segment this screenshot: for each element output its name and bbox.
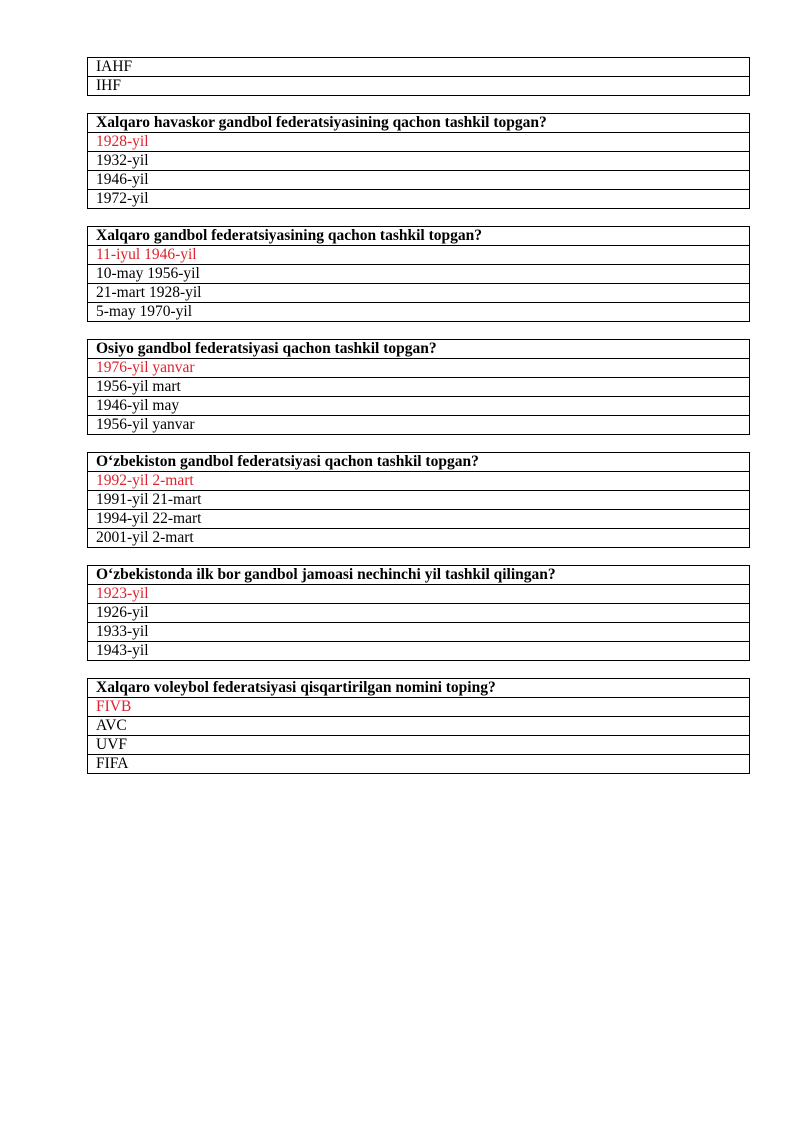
correct-answer-option: FIVB (88, 698, 750, 717)
answer-row (88, 623, 750, 642)
table-spacer (87, 96, 750, 113)
table-spacer (87, 435, 750, 452)
answer-row (88, 359, 750, 378)
answer-option: 1994-yil 22-mart (88, 510, 750, 529)
correct-answer-option: 1992-yil 2-mart (88, 472, 750, 491)
answer-option: 1926-yil (88, 604, 750, 623)
answer-option: 1932-yil (88, 152, 750, 171)
question-text: O‘zbekiston gandbol federatsiyasi qachon tashkil topgan? (88, 453, 750, 472)
question-table (87, 452, 750, 548)
question-text: O‘zbekistonda ilk bor gandbol jamoasi nechinchi yil tashkil qilingan? (88, 566, 750, 585)
answer-row (88, 416, 750, 435)
answer-option: AVC (88, 717, 750, 736)
question-text: Xalqaro havaskor gandbol federatsiyasining qachon tashkil topgan? (88, 114, 750, 133)
answer-option: IHF (88, 77, 750, 96)
question-row (88, 566, 750, 585)
answer-option: 1972-yil (88, 190, 750, 209)
answer-option: 1946-yil (88, 171, 750, 190)
answer-option: 1933-yil (88, 623, 750, 642)
answer-row (88, 171, 750, 190)
answer-row (88, 303, 750, 322)
answer-row (88, 152, 750, 171)
answer-row (88, 190, 750, 209)
question-text: Xalqaro voleybol federatsiyasi qisqartirilgan nomini toping? (88, 679, 750, 698)
answer-option: 21-mart 1928-yil (88, 284, 750, 303)
answer-row (88, 378, 750, 397)
answer-row (88, 698, 750, 717)
answer-row (88, 77, 750, 96)
answer-option: 10-may 1956-yil (88, 265, 750, 284)
question-table (87, 339, 750, 435)
answer-option: 1991-yil 21-mart (88, 491, 750, 510)
answer-option: 1956-yil mart (88, 378, 750, 397)
correct-answer-option: 11-iyul 1946-yil (88, 246, 750, 265)
answer-option: FIFA (88, 755, 750, 774)
table-spacer (87, 661, 750, 678)
answer-option: 1956-yil yanvar (88, 416, 750, 435)
table-spacer (87, 209, 750, 226)
question-text: Osiyo gandbol federatsiyasi qachon tashkil topgan? (88, 340, 750, 359)
answer-row (88, 510, 750, 529)
answer-row (88, 491, 750, 510)
answer-row (88, 284, 750, 303)
answer-option: IAHF (88, 58, 750, 77)
question-table (87, 113, 750, 209)
partial-question-table (87, 57, 750, 96)
question-row (88, 453, 750, 472)
quiz-page (87, 57, 750, 774)
answer-option: 1943-yil (88, 642, 750, 661)
answer-row (88, 58, 750, 77)
answer-row (88, 717, 750, 736)
question-text: Xalqaro gandbol federatsiyasining qachon tashkil topgan? (88, 227, 750, 246)
question-row (88, 340, 750, 359)
correct-answer-option: 1976-yil yanvar (88, 359, 750, 378)
answer-row (88, 265, 750, 284)
answer-row (88, 642, 750, 661)
answer-row (88, 529, 750, 548)
question-table (87, 678, 750, 774)
answer-row (88, 133, 750, 152)
answer-option: 1946-yil may (88, 397, 750, 416)
answer-row (88, 736, 750, 755)
question-row (88, 227, 750, 246)
answer-row (88, 397, 750, 416)
question-table (87, 226, 750, 322)
question-row (88, 679, 750, 698)
answer-option: UVF (88, 736, 750, 755)
answer-row (88, 755, 750, 774)
answer-option: 5-may 1970-yil (88, 303, 750, 322)
correct-answer-option: 1923-yil (88, 585, 750, 604)
correct-answer-option: 1928-yil (88, 133, 750, 152)
answer-option: 2001-yil 2-mart (88, 529, 750, 548)
question-row (88, 114, 750, 133)
answer-row (88, 585, 750, 604)
answer-row (88, 472, 750, 491)
table-spacer (87, 548, 750, 565)
question-table (87, 565, 750, 661)
table-spacer (87, 322, 750, 339)
answer-row (88, 604, 750, 623)
answer-row (88, 246, 750, 265)
